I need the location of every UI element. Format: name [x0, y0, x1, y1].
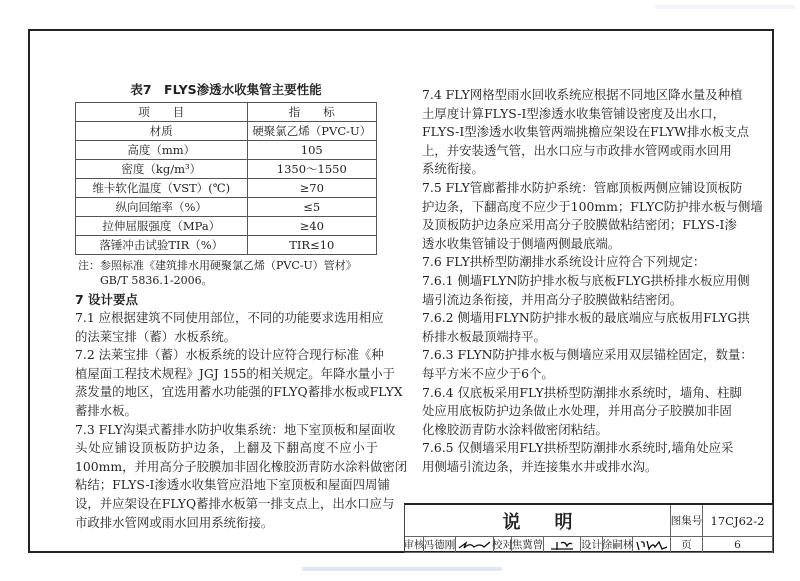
value-cell: 硬聚氯乙烯（PVC-U） — [247, 122, 376, 141]
table-row — [76, 236, 377, 255]
text-line: 的法莱宝排（蓄）水板系统。 — [75, 328, 237, 344]
text-line: 7.6.5 仅侧墙采用FLY拱桥型防潮排水系统时,墙角处应采 — [422, 440, 734, 456]
text-line: 7.6.3 FLYN防护排水板与侧墙应采用双层锚栓固定，数量： — [422, 347, 753, 363]
text-line: 头处应铺设顶板防护边条，上翻及下翻高度不应小于 — [75, 440, 378, 456]
text-line: 及顶板防护边条应采用高分子胶膜做粘结密闭；FLYS-Ⅰ渗 — [422, 217, 737, 233]
checker-name: 焦冀曾 — [511, 539, 544, 551]
text-line: 土厚度计算FLYS-Ⅰ型渗透水收集管铺设密度及出水口， — [422, 105, 725, 121]
text-line: 市政排水管网或雨水回用系统衔接。 — [75, 514, 274, 530]
item-cell: 拉伸屈服强度（MPa） — [76, 217, 248, 236]
text-line: 每平方米不应少于6个。 — [422, 365, 554, 381]
table-header-row — [76, 103, 377, 122]
title-block — [404, 503, 773, 553]
item-cell: 材质 — [76, 122, 248, 141]
text-line: 7.4 FLY网格型雨水回收系统应根据不同地区降水量及种植 — [422, 87, 743, 102]
text-line: 上，并安装透气管，出水口应与市政排水管网或雨水回用 — [422, 142, 732, 158]
watermark-bottom — [302, 567, 502, 571]
atlas-number: 17CJ62-2 — [703, 505, 773, 537]
text-line: 设，并应架设在FLYQ蓄排水板第一排支点上，出水口应与 — [75, 495, 395, 511]
text-line: 化橡胶沥青防水涂料做密闭粘结。 — [422, 421, 608, 437]
page-label: 页 — [671, 537, 703, 553]
text-line: 7.6.1 侧墙FLYN防护排水板与底板FLYG拱桥排水板应用侧 — [422, 272, 750, 288]
column-header: 项 目 — [76, 103, 248, 122]
right-text-column — [422, 86, 763, 476]
text-line: 7.3 FLY沟渠式蓄排水防护收集系统：地下室顶板和屋面收 — [75, 421, 396, 437]
checker-signature — [544, 537, 581, 553]
column-header: 指 标 — [247, 103, 376, 122]
text-line: 7.6 FLY拱桥型防潮排水系统设计应符合下列规定： — [422, 254, 706, 270]
text-line: 7.5 FLY管廊蓄排水防护系统：管廊顶板两侧应铺设顶板防 — [422, 179, 743, 195]
value-cell: TIR≤10 — [247, 236, 376, 255]
value-cell: ≤5 — [247, 198, 376, 217]
text-line: 桥排水板最顶端持平。 — [422, 328, 546, 344]
performance-table — [75, 102, 377, 255]
table-row — [76, 198, 377, 217]
reviewer-signature — [456, 537, 494, 553]
value-cell: 1350～1550 — [247, 160, 376, 179]
text-line: 护边条，下翻高度不应少于100mm；FLYC防护排水板与侧墙 — [422, 198, 763, 214]
table-row — [76, 160, 377, 179]
section-title: 7 设计要点 — [75, 292, 139, 307]
item-cell: 纵向回缩率（%） — [76, 198, 248, 217]
item-cell: 高度（mm） — [76, 141, 248, 160]
left-text-column — [75, 309, 408, 532]
note-line: GB/T 5836.1-2006。 — [78, 274, 213, 287]
text-line: 处应用底板防护边条做止水处理，并用高分子胶膜加非固 — [422, 403, 732, 419]
value-cell: ≥40 — [247, 217, 376, 236]
designer-name: 徐嗣林 — [601, 539, 634, 551]
text-line: FLYS-Ⅰ型渗透水收集管两端挑檐应架设在FLYW排水板支点 — [422, 124, 749, 140]
text-line: 植屋面工程技术规程》JGJ 155的相关规定。年降水量小于 — [75, 365, 396, 381]
note-line: 注：参照标准《建筑排水用硬聚氯乙烯（PVC-U）管材》 — [78, 259, 357, 272]
item-cell: 密度（kg/m³） — [76, 160, 248, 179]
text-line: 7.1 应根据建筑不同使用部位，不同的功能要求选用相应 — [75, 310, 384, 325]
value-cell: ≥70 — [247, 179, 376, 198]
text-line: 蓄排水板。 — [75, 402, 137, 418]
text-line: 墙引流边条衔接，并用高分子胶膜做粘结密闭。 — [422, 291, 683, 307]
text-line: 系统衔接。 — [422, 161, 484, 177]
text-line: 100mm，并用高分子胶膜加非固化橡胶沥青防水涂料做密闭 — [75, 458, 408, 474]
text-line: 用侧墙引流边条，并连接集水井或排水沟。 — [422, 458, 658, 474]
design-label: 设计 — [581, 539, 602, 551]
text-line: 7.6.2 侧墙用FLYN防护排水板的最底端应与底板用FLYG拱 — [422, 310, 750, 326]
table-row — [76, 179, 377, 198]
table-row — [76, 217, 377, 236]
item-cell: 维卡软化温度（VST）(℃) — [76, 179, 248, 198]
text-line: 蒸发量的地区，宜选用蓄水功能强的FLYQ蓄排水板或FLYX — [75, 384, 403, 400]
value-cell: 105 — [247, 141, 376, 160]
text-line: 7.6.4 仅底板采用FLY拱桥型防潮排水系统时，墙角、柱脚 — [422, 384, 742, 400]
table-caption: 表7 FLYS渗透水收集管主要性能 — [130, 82, 322, 97]
text-line: 7.2 法莱宝排（蓄）水板系统的设计应符合现行标准《种 — [75, 347, 384, 363]
item-cell: 落锤冲击试验TIR（%） — [76, 236, 248, 255]
text-line: 透水收集管铺设于侧墙两侧最底端。 — [422, 235, 621, 251]
table-row — [76, 141, 377, 160]
watermark-top — [655, 5, 795, 9]
drawing-title: 说明 — [405, 505, 671, 537]
table-row — [76, 122, 377, 141]
page-number: 6 — [703, 537, 773, 553]
designer-signature — [633, 537, 671, 553]
review-label: 审核 — [403, 539, 425, 551]
check-label: 校对 — [492, 539, 513, 551]
atlas-label: 图集号 — [671, 505, 703, 537]
text-line: 粘结；FLYS-Ⅰ渗透水收集管应沿地下室顶板和屋面四周铺 — [75, 477, 390, 493]
table-note — [78, 258, 357, 288]
reviewer-name: 冯德刚 — [423, 539, 456, 551]
